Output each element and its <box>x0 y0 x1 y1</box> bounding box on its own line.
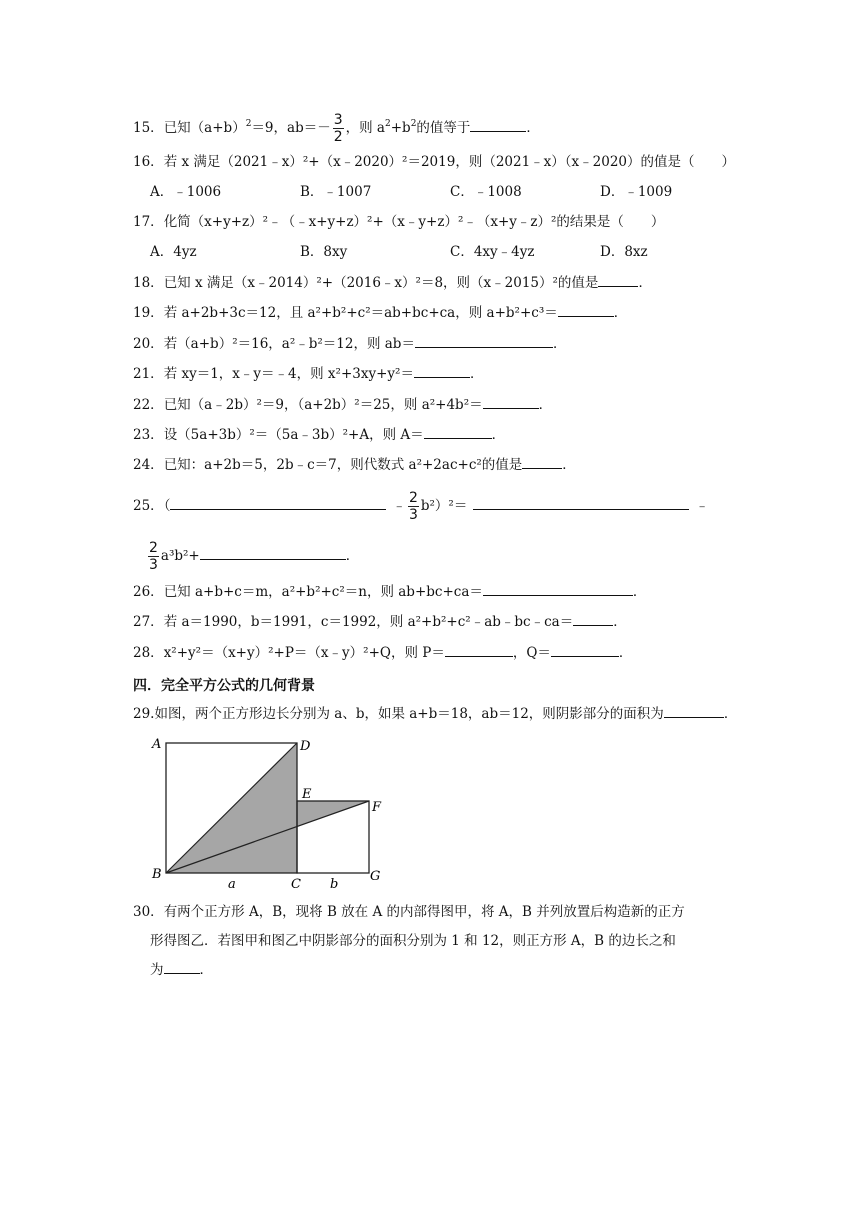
question-25-line-2: $\frac{2}{3}$ a³b²+ ． <box>149 540 360 573</box>
answer-blank <box>200 547 346 560</box>
label-a-vertex: A <box>152 737 162 752</box>
question-17: 17．化简（x+y+z）²﹣（﹣x+y+z）²+（x﹣y+z）²﹣（x+y﹣z）²的结果是（ ） <box>133 214 665 230</box>
choice-c: C．﹣1008 <box>450 184 522 200</box>
answer-blank <box>522 456 562 469</box>
label-side-b: b <box>330 877 339 892</box>
answer-blank <box>558 304 614 317</box>
question-24: 24．已知：a+2b＝5，2b﹣c＝7，则代数式 a²+2ac+c²的值是 ． <box>133 457 576 473</box>
answer-blank <box>573 613 613 626</box>
section-heading: 四．完全平方公式的几何背景 <box>133 678 315 694</box>
question-19: 19．若 a+2b+3c＝12，且 a²+b²+c²＝ab+bc+ca，则 a+b²+c³＝ ． <box>133 305 628 321</box>
question-22: 22．已知（a﹣2b）²＝9，（a+2b）²＝25，则 a²+4b²＝ ． <box>133 397 553 413</box>
answer-blank <box>598 274 638 287</box>
question-16: 16．若 x 满足（2021﹣x）²+（x﹣2020）²＝2019，则（2021﹣x）（x﹣2020）的值是（ ） <box>133 154 736 170</box>
choice-a: A．﹣1006 <box>150 184 222 200</box>
question-27: 27．若 a＝1990，b＝1991，c＝1992，则 a²+b²+c²﹣ab﹣bc﹣ca＝ ． <box>133 614 627 630</box>
label-f: F <box>372 800 382 815</box>
answer-blank <box>664 705 724 718</box>
answer-blank <box>483 396 539 409</box>
question-23: 23．设（5a+3b）²＝（5a﹣3b）²+A，则 A＝ ． <box>133 427 506 443</box>
answer-blank <box>415 335 553 348</box>
question-25: 25．（ ﹣ $\frac{2}{3}$ b²）²＝ ﹣ <box>133 490 709 523</box>
two-squares-figure <box>148 732 398 892</box>
answer-blank <box>473 497 689 510</box>
question-21: 21．若 xy＝1，x﹣y＝﹣4，则 x²+3xy+y²＝ ． <box>133 366 484 382</box>
choice-b: B．﹣1007 <box>300 184 372 200</box>
question-28: 28．x²+y²＝（x+y）²+P＝（x﹣y）²+Q，则 P＝ ，Q＝ ． <box>133 645 633 661</box>
answer-blank <box>551 644 619 657</box>
question-17-choices <box>150 242 750 262</box>
choice-b: B．8xy <box>300 244 348 260</box>
question-20: 20．若（a+b）²＝16，a²﹣b²＝12，则 ab＝ ． <box>133 336 567 352</box>
question-29: 29.如图，两个正方形边长分别为 a、b，如果 a+b＝18，ab＝12，则阴影部分的面积为 ． <box>133 706 738 722</box>
choice-d: D．8xz <box>600 244 648 260</box>
label-b-vertex: B <box>152 867 162 882</box>
choice-a: A．4yz <box>150 244 197 260</box>
question-30: 30．有两个正方形 A，B，现将 B 放在 A 的内部得图甲，将 A，B 并列放置后构造新的正方 形得图乙．若图甲和图乙中阴影部分的面积分别为 1 和 12，则正方形 A，B 的边长之和 为 ． <box>133 904 685 978</box>
answer-blank <box>445 644 513 657</box>
choice-d: D．﹣1009 <box>600 184 673 200</box>
answer-blank <box>483 583 633 596</box>
question-26: 26．已知 a+b+c＝m，a²+b²+c²＝n，则 ab+bc+ca＝ ． <box>133 584 647 600</box>
question-18: 18．已知 x 满足（x﹣2014）²+（2016﹣x）²＝8，则（x﹣2015）²的值是 ． <box>133 275 652 291</box>
fraction-3-2: $\frac{3}{2}$ <box>333 112 343 145</box>
answer-blank <box>164 961 200 974</box>
label-e: E <box>302 787 312 802</box>
label-g: G <box>370 869 381 884</box>
question-16-choices <box>150 182 750 202</box>
answer-blank <box>470 119 526 132</box>
answer-blank <box>170 497 386 510</box>
fraction-2-3: $\frac{2}{3}$ <box>408 490 418 523</box>
answer-blank <box>414 365 470 378</box>
question-15: 15．已知$(a+b)^2=9$，ab＝－ $\frac{3}{2}$ ，则 $a^2+b^2$的值等于 ． <box>133 112 540 145</box>
label-c: C <box>291 877 301 892</box>
choice-c: C．4xy﹣4yz <box>450 244 535 260</box>
fraction-2-3: $\frac{2}{3}$ <box>149 540 158 573</box>
label-side-a: a <box>228 877 236 892</box>
answer-blank <box>424 426 492 439</box>
label-d: D <box>300 739 311 754</box>
